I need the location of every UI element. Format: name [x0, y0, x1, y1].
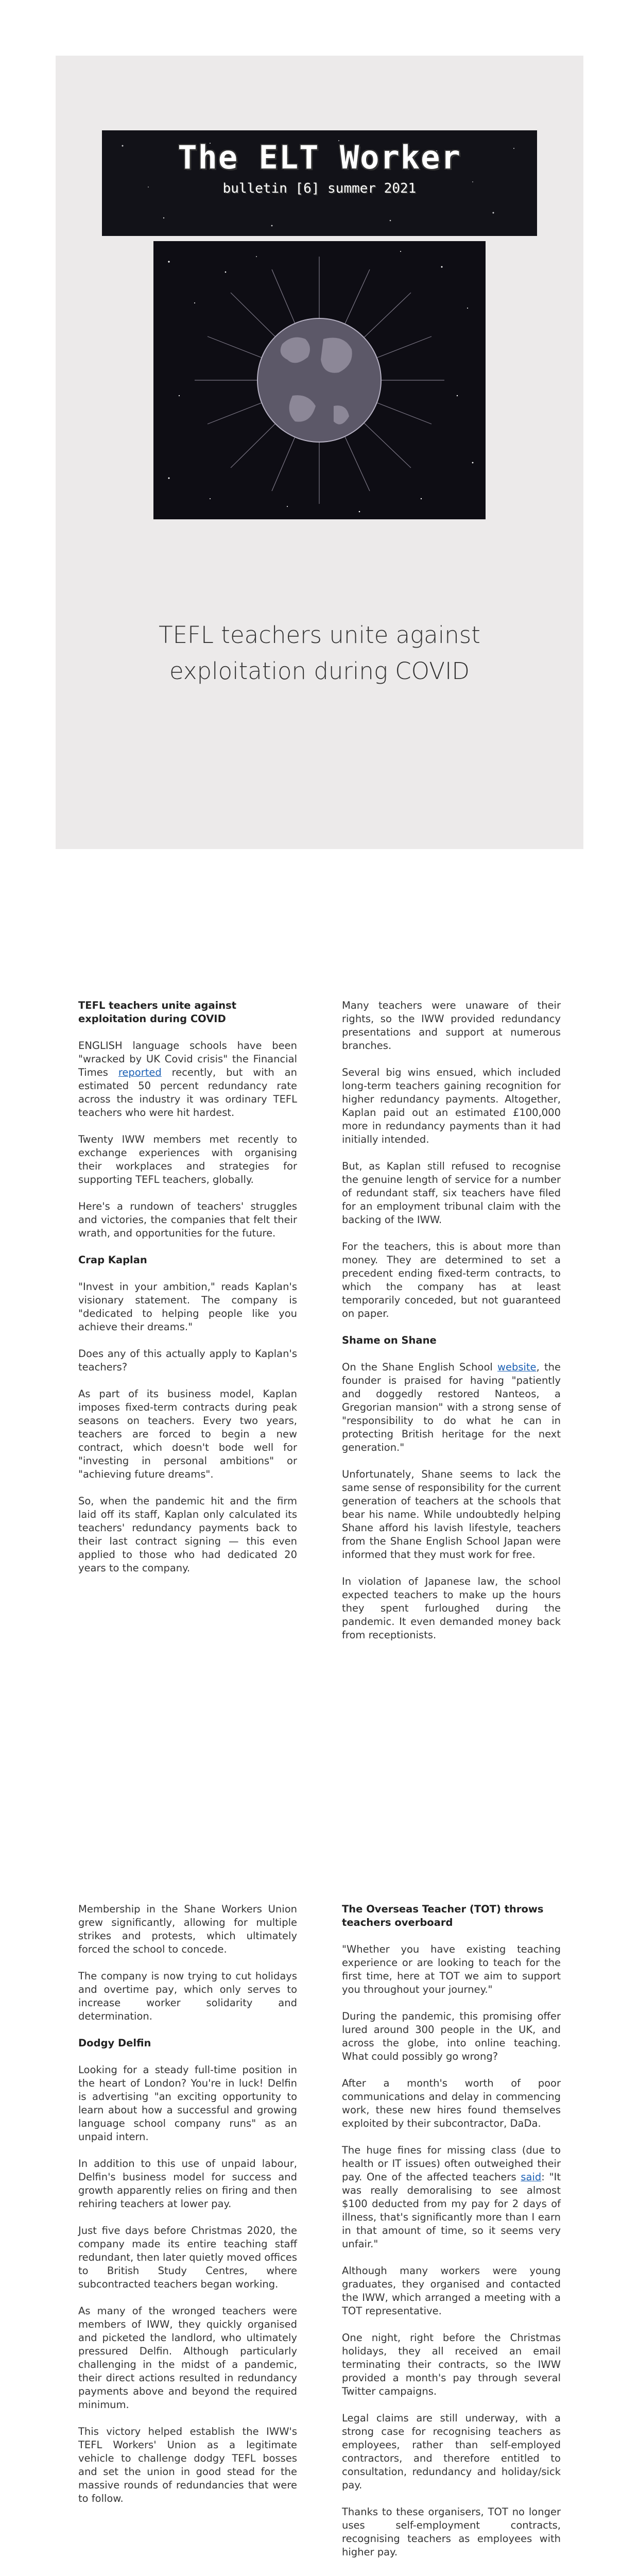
text: On the Shane English School — [342, 1361, 498, 1373]
text: , the founder is praised for having "patiently and doggedly restored Nanteos, a Gregorian mansion" with a strong sense of "responsibility to do what he can in protecting British heritage for the next generation." — [342, 1361, 561, 1453]
paragraph: During the pandemic, this promising offer lured around 300 people in the UK, and across the globe, into online teaching. What could possibly go wrong? — [342, 2010, 561, 2062]
article-page-2 — [0, 904, 639, 1807]
paragraph: The company is now trying to cut holidays and overtime pay, which only serves to increase worker solidarity and determination. — [78, 1970, 297, 2022]
paragraph: Thanks to these organisers, TOT no longer uses self-employment contracts, recognising teachers as employees with higher pay. — [342, 2506, 561, 2558]
subheading-tot: The Overseas Teacher (TOT) throws teachers overboard — [342, 1903, 544, 1928]
paragraph: Several big wins ensued, which included long-term teachers gaining recognition for higher redundancy payments. Altogether, Kaplan paid out an estimated £100,000 more in redundancy payments than it had initially intended. — [342, 1066, 561, 1145]
paragraph: Twenty IWW members met recently to exchange experiences with organising their workplaces and strategies for supporting TEFL teachers, globally. — [78, 1133, 297, 1185]
globe — [257, 318, 381, 442]
earth-in-space-illustration — [153, 241, 486, 519]
paragraph: Here's a rundown of teachers' struggles and victories, the companies that felt their wrath, and opportunities for the future. — [78, 1200, 297, 1239]
paragraph — [342, 2144, 561, 2251]
article-page-3 — [0, 1807, 639, 2576]
paragraph: As part of its business model, Kaplan imposes fixed-term contracts during peak seasons on teachers. Every two years, teachers are forced to begin a new contract, which doesn't bode well for "investing in personal ambitions" or "achieving future dreams". — [78, 1388, 297, 1480]
cover-page — [0, 0, 639, 904]
paragraph: But, as Kaplan still refused to recognise the genuine length of service for a number of redundant staff, six teachers have filed for an employment tribunal claim with the backing of the IWW. — [342, 1160, 561, 1226]
cover-headline: TEFL teachers unite against exploitation during COVID — [159, 621, 480, 685]
paragraph: So, when the pandemic hit and the firm laid off its staff, Kaplan only calculated its teachers' redundancy payments back to their last contract signing — this even applied to those who had dedicated 20 years to the company. — [78, 1495, 297, 1574]
paragraph — [342, 1361, 561, 1454]
subheading-crap-kaplan: Crap Kaplan — [78, 1254, 147, 1266]
paragraph: Unfortunately, Shane seems to lack the same sense of responsibility for the current generation of teachers at the schools that bear his name. While undoubtedly helping Shane afford his lavish lifestyle, teachers from the Shane English School Japan were informed that they must work for free. — [342, 1468, 561, 1561]
column-right — [342, 999, 561, 1655]
paragraph: For the teachers, this is about more than money. They are determined to set a precedent ending fixed-term contracts, to which the company has at least temporarily conceded, but not guaranteed on paper. — [342, 1241, 561, 1319]
column-left — [78, 999, 297, 1588]
shane-website-link[interactable]: website — [497, 1361, 537, 1373]
paragraph: Looking for a steady full-time position in the heart of London? You're in luck! Delfin is advertising "an exciting opportunity to learn about how a successful and growing language school company runs" as an unpaid intern. — [78, 2064, 297, 2143]
paragraph: Legal claims are still underway, with a strong case for recognising teachers as employees, rather than self-employed contractors, and therefore entitled to consultation, redundancy and holiday/sick pay. — [342, 2412, 561, 2491]
text: ENGLISH language schools have been "wracked by UK Covid crisis" the Financial Times — [78, 1040, 297, 1078]
paragraph: "Invest in your ambition," reads Kaplan's visionary statement. The company is "dedicated to helping people like you achieve their dreams." — [78, 1281, 297, 1333]
paragraph: As many of the wronged teachers were members of IWW, they quickly organised and picketed the landlord, who ultimately pressured Delfin. Although particularly challenging in the midst of a pandemic, their direct actions resulted in redundancy payments above and beyond the required minimum. — [78, 2305, 297, 2411]
paragraph: One night, right before the Christmas holidays, they all received an email terminating their contracts, so the IWW provided a month's pay through several Twitter campaigns. — [342, 2332, 561, 2397]
subheading-shame-on-shane: Shame on Shane — [342, 1334, 437, 1346]
cover-panel — [56, 56, 583, 849]
paragraph: In addition to this use of unpaid labour, Delfin's business model for success and growth apparently relies on firing and then rehiring teachers at lower pay. — [78, 2158, 297, 2210]
paragraph — [78, 1039, 297, 1120]
paragraph: Just five days before Christmas 2020, the company made its entire teaching staff redundant, then later quietly moved offices to British Study Centres, where subcontracted teachers began working. — [78, 2225, 297, 2290]
paragraph: This victory helped establish the IWW's TEFL Workers' Union as a legitimate vehicle to challenge dodgy TEFL bosses and set the union in good stead for the massive rounds of redundancies that were to follow. — [78, 2426, 297, 2504]
paragraph: Membership in the Shane Workers Union grew significantly, allowing for multiple strikes and protests, which ultimately forced the school to concede. — [78, 1903, 297, 1955]
paragraph: "Whether you have existing teaching experience or are looking to teach for the first time, here at TOT we aim to support you throughout your journey." — [342, 1943, 561, 1995]
text: : "It was really demoralising to see almost $100 deducted from my pay for 2 days of illness, that's significantly more than I earn in that amount of time, so it seems very unfair." — [342, 2171, 561, 2250]
paragraph: In violation of Japanese law, the school expected teachers to make up the hours they spent furloughed during the pandemic. It even demanded money back from receptionists. — [342, 1575, 561, 1641]
text: recently, but with an estimated 50 percent redundancy rate across the industry it was ordinary TEFL teachers who were hit hardest. — [78, 1066, 297, 1118]
financial-times-link[interactable]: reported — [118, 1066, 162, 1078]
article-heading: TEFL teachers unite against exploitation during COVID — [78, 999, 237, 1025]
masthead-subtitle: bulletin [6] summer 2021 — [222, 181, 417, 196]
text: The huge fines for missing class (due to health or IT issues) often outweighed their pay. One of the affected teachers — [342, 2144, 561, 2183]
masthead-title: The ELT Worker — [178, 139, 461, 176]
paragraph: After a month's worth of poor communications and delay in commencing work, these new hires found themselves exploited by their subcontractor, DaDa. — [342, 2077, 561, 2129]
paragraph: Does any of this actually apply to Kaplan's teachers? — [78, 1348, 297, 1373]
paragraph: Many teachers were unaware of their rights, so the IWW provided redundancy presentations and support at numerous branches. — [342, 999, 561, 1052]
subheading-dodgy-delfin: Dodgy Delfin — [78, 2037, 151, 2049]
teacher-said-link[interactable]: said — [521, 2171, 542, 2183]
masthead — [102, 130, 537, 236]
column-right — [342, 1903, 561, 2572]
column-left — [78, 1903, 297, 2519]
paragraph: Although many workers were young graduates, they organised and contacted the IWW, which arranged a meeting with a TOT representative. — [342, 2265, 561, 2317]
